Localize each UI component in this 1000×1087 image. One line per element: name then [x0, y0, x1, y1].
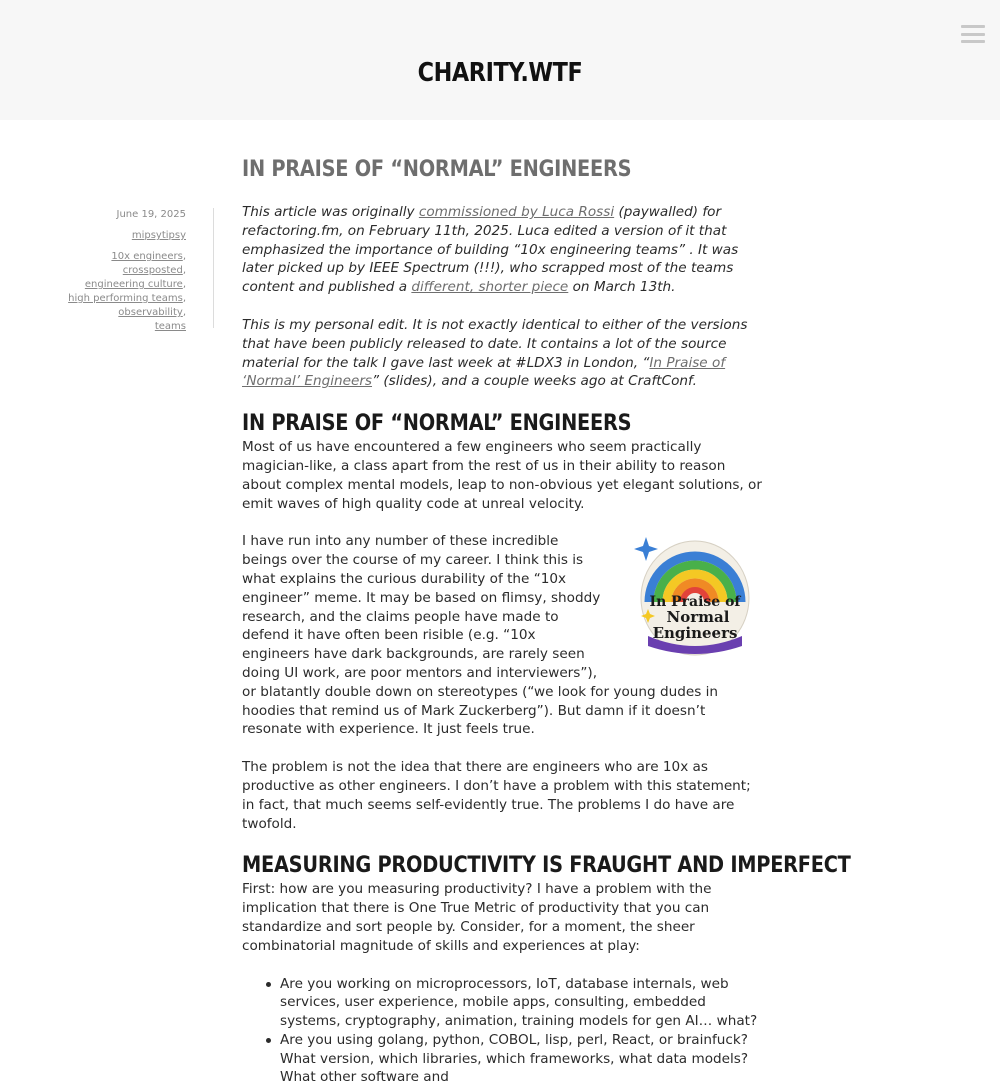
talk-link[interactable]: In Praise of ‘Normal’ Engineers [242, 355, 725, 390]
section-heading: MEASURING PRODUCTIVITY IS FRAUGHT AND IMPERFECT [242, 852, 700, 880]
tag-link[interactable]: observability [118, 307, 183, 318]
in-praise-sticker-image [632, 532, 750, 658]
intro-paragraph: This article was originally commissioned by Luca Rossi (paywalled) for refactoring.fm, on February 11th, 2025. Luca edited a version of it that emphasized the importance of building “10x engineering teams” . It was later picked up by IEEE Spectrum (!!!), who scrapped most of the teams content and published a different, shorter piece on March 13th. [242, 203, 762, 297]
commissioned-link[interactable]: commissioned by Luca Rossi [419, 204, 614, 220]
tag-link[interactable]: crossposted [123, 265, 183, 276]
sticker-text-line1: In Praise of [650, 594, 742, 610]
post-content [242, 155, 762, 1087]
post-intro [242, 203, 762, 391]
list-item: Are you working on microprocessors, IoT, database internals, web services, user experience, mobile apps, consulting, embedded systems, cryptography, animation, training models for gen AI… what? [280, 975, 762, 1031]
meta-divider [213, 208, 214, 328]
body-paragraph: Most of us have encountered a few engineers who seem practically magician-like, a class apart from the rest of us in their ability to reason about complex mental models, leap to non-obvious yet elegant solutions, or emit waves of high quality code at unreal velocity. [242, 438, 762, 513]
sticker-text-line3: Engineers [653, 624, 738, 642]
intro-paragraph: This is my personal edit. It is not exactly identical to either of the versions that have been publicly released to date. It contains a lot of the source material for the talk I gave last week at #LDX3 in London, “In Praise of ‘Normal’ Engineers” (slides), and a couple weeks ago at CraftConf. [242, 316, 762, 391]
bullet-list [280, 975, 762, 1087]
section-heading: IN PRAISE OF “NORMAL” ENGINEERS [242, 410, 700, 438]
body-paragraph: I have run into any number of these incredible beings over the course of my career. I think this is what explains the curious durability of the “10x engineer” meme. It may be based on flimsy, shoddy research, and the claims people have made to defend it have often been risible (e.g. “10x engineers have dark backgrounds, are rarely seen doing UI work, are poor mentors and interviewers”), or blatantly double down on stereotypes (“we look for young dudes in hoodies that remind us of Mark Zuckerberg”). But damn if it doesn’t resonate with experience. It just feels true. [242, 532, 762, 739]
post-title: IN PRAISE OF “NORMAL” ENGINEERS [242, 155, 700, 185]
tag-link[interactable]: teams [155, 321, 186, 332]
body-paragraph: The problem is not the idea that there are engineers who are 10x as productive as other engineers. I don’t have a problem with this statement; in fact, that much seems self-evidently true. The problems I do have are twofold. [242, 758, 762, 833]
tag-link[interactable]: high performing teams [68, 293, 183, 304]
site-title[interactable]: CHARITY.WTF [70, 58, 930, 88]
site-header [0, 0, 1000, 120]
body-paragraph: First: how are you measuring productivity? I have a problem with the implication that there is One True Metric of productivity that you can standardize and sort people by. Consider, for a moment, the sheer combinatorial magnitude of skills and experiences at play: [242, 880, 762, 955]
hamburger-menu-icon[interactable] [961, 25, 985, 43]
list-item: Are you using golang, python, COBOL, lisp, perl, React, or brainfuck? What version, which libraries, which frameworks, what data models? What other software and [280, 1031, 762, 1087]
post-meta [60, 208, 186, 334]
tag-link[interactable]: engineering culture [85, 279, 183, 290]
post-tags: 10x engineers, crossposted, engineering culture, high performing teams, observability, teams [60, 250, 186, 334]
author-link[interactable]: mipsytipsy [132, 230, 186, 241]
sticker-text-line2: Normal [667, 608, 730, 626]
post-body [242, 410, 762, 1087]
post-date: June 19, 2025 [60, 208, 186, 222]
tag-link[interactable]: 10x engineers [111, 251, 182, 262]
shorter-piece-link[interactable]: different, shorter piece [411, 279, 568, 295]
